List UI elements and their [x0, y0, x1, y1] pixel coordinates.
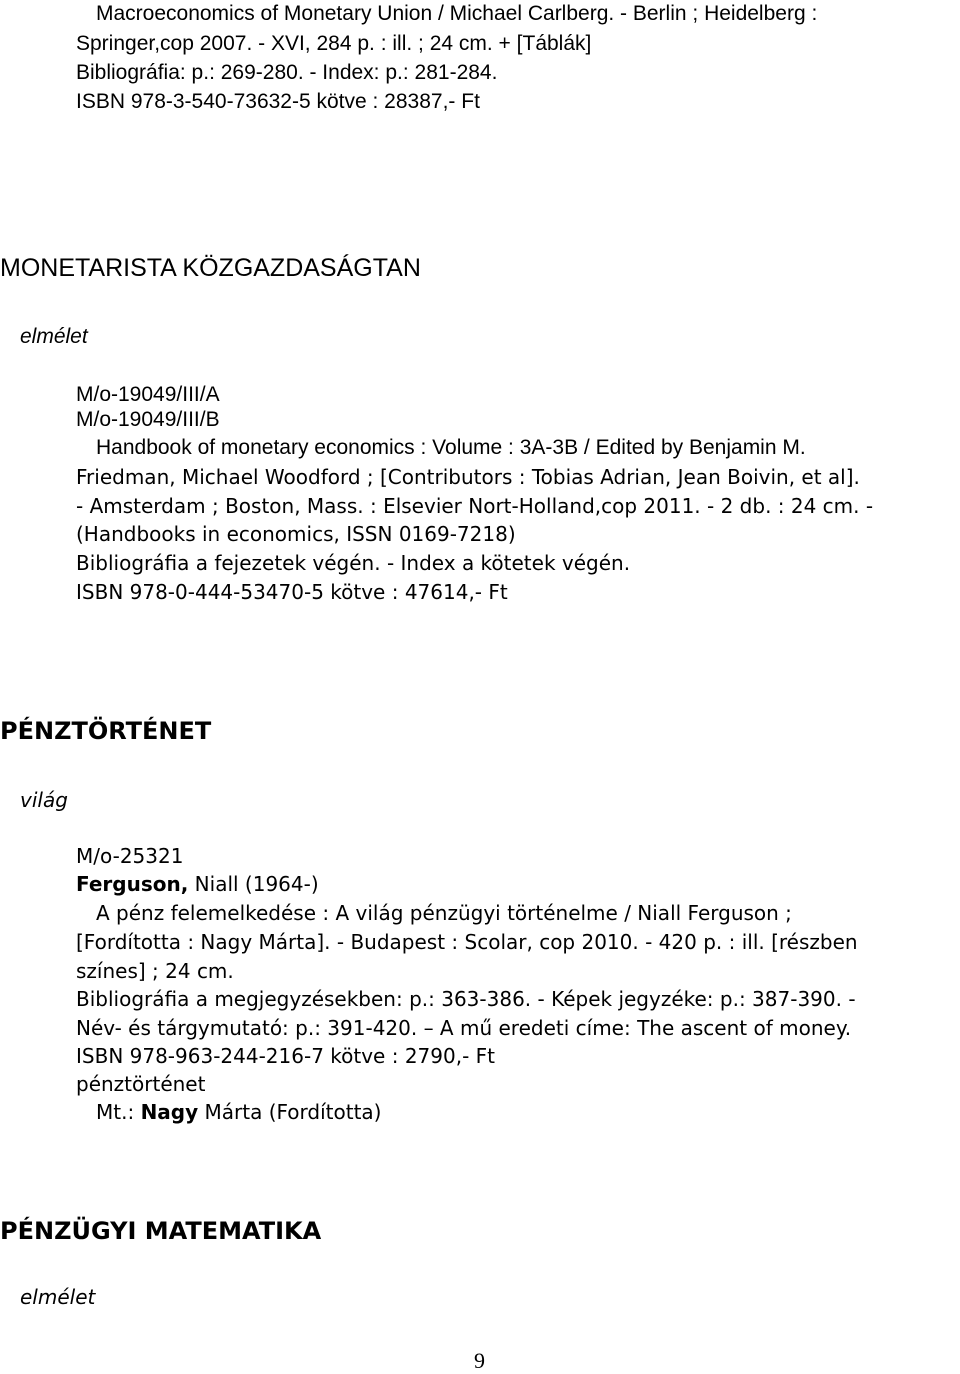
- entry3-line-6: ISBN 978-963-244-216-7 kötve : 2790,- Ft: [76, 1044, 495, 1068]
- entry3-line-5: Név- és tárgymutató: p.: 391-420. – A mű eredeti címe: The ascent of money.: [76, 1016, 852, 1040]
- section-subheading-vilag: világ: [20, 788, 68, 812]
- entry2-line-1: Handbook of monetary economics : Volume : 3A-3B / Edited by Benjamin M.: [96, 436, 806, 459]
- section-heading-monetarista: MONETARISTA KÖZGAZDASÁGTAN: [0, 254, 421, 282]
- entry3-line-4: Bibliográfia a megjegyzésekben: p.: 363-386. - Képek jegyzéke: p.: 387-390. -: [76, 987, 856, 1011]
- author-heading: [76, 870, 319, 898]
- entry2-line-5: Bibliográfia a fejezetek végén. - Index a kötetek végén.: [76, 551, 631, 575]
- entry1-line-1: Macroeconomics of Monetary Union / Michael Carlberg. - Berlin ; Heidelberg :: [96, 2, 818, 25]
- author-rest: Niall (1964-): [188, 872, 319, 896]
- contributor-rest: Márta (Fordította): [198, 1100, 382, 1124]
- author-surname: Ferguson,: [76, 872, 189, 896]
- entry1-line-3: Bibliográfia: p.: 269-280. - Index: p.: 281-284.: [76, 61, 498, 84]
- section-subheading-elmelet-2: elmélet: [20, 1285, 96, 1309]
- entry2-line-2: Friedman, Michael Woodford ; [Contributors : Tobias Adrian, Jean Boivin, et al].: [76, 465, 860, 489]
- shelf-number-b: M/o-19049/III/B: [76, 408, 220, 431]
- entry2-line-3: - Amsterdam ; Boston, Mass. : Elsevier Nort-Holland,cop 2011. - 2 db. : 24 cm. -: [76, 494, 874, 518]
- shelf-number: M/o-25321: [76, 844, 184, 868]
- entry3-line-1: A pénz felemelkedése : A világ pénzügyi történelme / Niall Ferguson ;: [96, 901, 792, 925]
- section-heading-penztortenet: PÉNZTÖRTÉNET: [0, 717, 212, 745]
- entry3-line-3: színes] ; 24 cm.: [76, 959, 234, 983]
- contributor-prefix: Mt.:: [96, 1100, 141, 1124]
- shelf-number-a: M/o-19049/III/A: [76, 383, 220, 406]
- entry1-line-4: ISBN 978-3-540-73632-5 kötve : 28387,- Ft: [76, 90, 480, 113]
- contributor-surname: Nagy: [140, 1100, 199, 1124]
- subject-keyword: pénztörténet: [76, 1072, 206, 1096]
- page-number: 9: [474, 1348, 485, 1373]
- entry3-line-2: [Fordította : Nagy Márta]. - Budapest : Scolar, cop 2010. - 420 p. : ill. [részben: [76, 930, 858, 954]
- section-heading-penzugyi-matematika: PÉNZÜGYI MATEMATIKA: [0, 1217, 322, 1245]
- entry2-line-4: (Handbooks in economics, ISSN 0169-7218): [76, 522, 516, 546]
- section-subheading-elmelet: elmélet: [20, 325, 88, 348]
- entry2-line-6: ISBN 978-0-444-53470-5 kötve : 47614,- Ft: [76, 580, 508, 604]
- contributor-line: [96, 1098, 381, 1126]
- entry1-line-2: Springer,cop 2007. - XVI, 284 p. : ill. ; 24 cm. + [Táblák]: [76, 32, 592, 55]
